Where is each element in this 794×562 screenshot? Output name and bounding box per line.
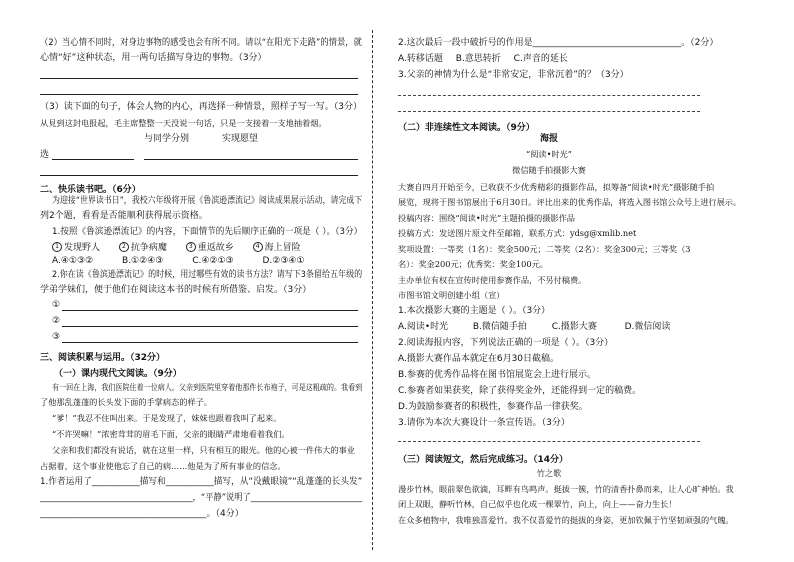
choice-option[interactable]: B.微信随手拍: [472, 322, 527, 332]
passage-line: “爹！”我忍不住叫出来。于是发现了，妹妹也跟着我叫了起来。: [52, 413, 282, 423]
sec2-intro-line2: 列2个题，看看是否能顺利获得展示资格。: [40, 211, 208, 221]
answer-mark-2: ②: [52, 316, 61, 326]
poster-line: 主办单位有权在宣传时使用参赛作品，不另付稿费。: [398, 275, 587, 285]
answer-line[interactable]: [52, 159, 134, 160]
choice-option[interactable]: B.参赛的优秀作品将在图书馆展览会上进行展示。: [398, 370, 597, 380]
choice-option[interactable]: A.④①③②: [52, 256, 94, 266]
answer-line[interactable]: [398, 441, 700, 442]
choice-option[interactable]: C.声音的延长: [513, 54, 568, 64]
q3-option-2: 实现愿望: [222, 134, 259, 144]
sec2-q1: 1.按照《鲁滨逊漂流记》的内容，下面情节的先后顺序正确的一项是（ ）。（3分）: [52, 227, 363, 237]
answer-line[interactable]: [62, 342, 358, 343]
answer-line[interactable]: [40, 94, 358, 95]
sec2-intro-line1: 为迎接“世界读书日”，我校六年级将开展《鲁滨逊漂流记》阅读成果展示活动，请完成下: [52, 196, 363, 206]
poster-line: 名）：奖金200元；优秀奖：奖金100元。: [398, 259, 548, 269]
choice-option[interactable]: C.摄影大赛: [551, 322, 597, 332]
poster-line: 市图书馆文明创建小组（宣）: [398, 290, 505, 300]
plot-item: 4 海上冒险: [253, 243, 301, 253]
poster-event-name: 微信随手拍摄影大赛: [512, 165, 586, 175]
section-3-title: 三、阅读积累与运用。（32分）: [40, 353, 166, 363]
subsection-3-title: （三）阅读短文，然后完成练习。（14分）: [398, 455, 569, 465]
essay-line: 在众多植物中，我唯独喜爱竹。我不仅喜爱竹的挺拔的身姿，更加钦佩于竹坚韧顽强的气魄。: [398, 515, 734, 525]
nq2-text: 2.阅读海报内容，下列说法正确的一项是（ ）。（3分）: [398, 338, 614, 348]
q3-text: （3）读下面的句子，体会人物的内心，再选择一种情景，照样子写一写。（3分）: [40, 102, 362, 112]
sec2-q2-line1: 2.你在读《鲁滨逊漂流记》的时候，用过哪些有效的读书方法？请写下3条留给五年级的: [52, 270, 363, 280]
essay-line: 漫步竹林，眼前翠色欲滴，耳畔有鸟鸣声。挺拔一簇，竹的清香扑鼻而来，让人心旷神怡。我: [398, 484, 734, 494]
passage-line: 父亲和我们都没有说话，就在这里一样，只有相互的眼光。他的心被一件伟大的事业: [52, 445, 355, 455]
choice-option[interactable]: D.②③④①: [262, 256, 305, 266]
r-q2-text: 2.这次最后一段中破折号的作用是_________________________________。（2分）: [398, 38, 719, 48]
column-divider: [372, 30, 373, 550]
q1-line2: _____________________________________，“平静”说明了___________________________: [40, 493, 363, 503]
nq3-text: 3.请你为本次大赛设计一条宣传语。（3分）: [398, 418, 570, 428]
choice-option[interactable]: C.④②①③: [192, 256, 234, 266]
poster-subtitle: “阅读•时光”: [526, 149, 572, 159]
poster-line: 大赛自四月开始至今，已收获不少优秀精彩的摄影作品，拟筹备“阅读•时光”摄影随手拍: [398, 182, 715, 192]
poster-title: 海报: [539, 134, 558, 144]
sec2-q1-items: [52, 242, 301, 254]
essay-title: 竹之歌: [536, 468, 562, 478]
section-2-title: 二、快乐读书吧。（6分）: [40, 185, 141, 195]
poster-line: 投稿内容：围绕“阅读•时光”主题拍摄的摄影作品: [398, 213, 575, 223]
answer-mark-3: ③: [52, 332, 61, 342]
passage-line: 有一回在上海，我们医院住着一位病人。父亲到医院里穿着他那件长布袍子，可是这粗疏的。我看到: [52, 382, 363, 392]
passage-line: “不许哭嘛！”浓密茸茸的眉毛下面，父亲的眼睛严肃地看着我们。: [52, 429, 290, 439]
passage-line: 了他那乱蓬蓬的长头发下面的手掌病态的样子。: [40, 397, 212, 407]
choice-option[interactable]: B.意思转折: [455, 54, 501, 64]
answer-line[interactable]: [62, 326, 358, 327]
choice-option[interactable]: D.微信阅读: [624, 322, 671, 332]
q3-option-1: 与同学分别: [144, 134, 190, 144]
plot-item: 3 重返故乡: [186, 243, 234, 253]
choice-option[interactable]: B.①②④③: [122, 256, 164, 266]
answer-line[interactable]: [398, 111, 700, 112]
poster-line: 展览，现将于图书馆展出于6月30日。评比出来的优秀作品，将选入图书馆公众号上进行展示。: [398, 197, 742, 207]
sec2-q1-choices: [52, 256, 305, 267]
q2-text-line1: （2）当心情不同时，对身边事物的感受也会有所不同。请以“在阳光下走路”的情景，就: [40, 38, 362, 48]
answer-line[interactable]: [40, 78, 358, 79]
choice-option[interactable]: D.为鼓励参赛者的积极性，参赛作品一律获奖。: [398, 402, 588, 412]
answer-line[interactable]: [62, 310, 358, 311]
answer-line[interactable]: [40, 175, 358, 176]
sec2-q2-line2: 学弟学妹们，便于他们在阅读这本书的时候有所借鉴、启发。（3分）: [40, 285, 312, 295]
answer-line[interactable]: [144, 159, 358, 160]
nq1-text: 1.本次摄影大赛的主题是（ ）。（3分）: [398, 306, 551, 316]
subsection-1-title: （一）课内现代文阅读。（9分）: [54, 369, 182, 379]
r-q3-text: 3.父亲的神情为什么是“非常安定，非常沉着”的？（3分）: [398, 70, 629, 80]
essay-line: 闭上双眼，静听竹林，自己似乎也化成一棵翠竹，向上，向上——奋力生长！: [398, 499, 677, 509]
q2-text-line2: 心情“好”这种状态，用一两句话描写身边的事物。（3分）: [40, 53, 267, 63]
nq1-choices: [398, 322, 670, 333]
poster-line: 投稿方式：发送图片原文件至邮箱，联系方式：ydsg@xmlib.net: [398, 228, 637, 238]
q3-choose-label: 选: [40, 150, 50, 160]
answer-line[interactable]: [398, 95, 700, 96]
choice-option[interactable]: A.阅读•时光: [398, 322, 449, 332]
q1-line1: 1.作者运用了___________描写和___________描写，从“没戴眼镜”“乱蓬蓬的长头发”: [40, 477, 363, 487]
q1-line3: _____________________________________。（4分）: [40, 509, 244, 519]
choice-option[interactable]: C.参赛者如果获奖，除了获得奖金外，还能得到一定的稿费。: [398, 386, 642, 396]
choice-option[interactable]: A.摄影大赛作品本就定在6月30日截稿。: [398, 354, 560, 364]
choice-option[interactable]: A.转移话题: [398, 54, 443, 64]
answer-mark-1: ①: [52, 300, 61, 310]
subsection-2-title: （二）非连续性文本阅读。（9分）: [398, 123, 535, 133]
poster-line: 奖项设置：一等奖（1名）：奖金500元；二等奖（2名）：奖金300元；三等奖（3: [398, 244, 691, 254]
passage-line: 占据着，这个事业使他忘了自己的病……他是为了所有事业的信念。: [40, 461, 286, 471]
q3-example: 从見到这封电报起，毛主席整整一天没说一句话，只是一支接着一支地抽着烟。: [40, 118, 327, 128]
r-q2-choices: [398, 54, 568, 65]
plot-item: 2 抗争病魔: [119, 243, 167, 253]
plot-item: 1 发现野人: [52, 243, 100, 253]
